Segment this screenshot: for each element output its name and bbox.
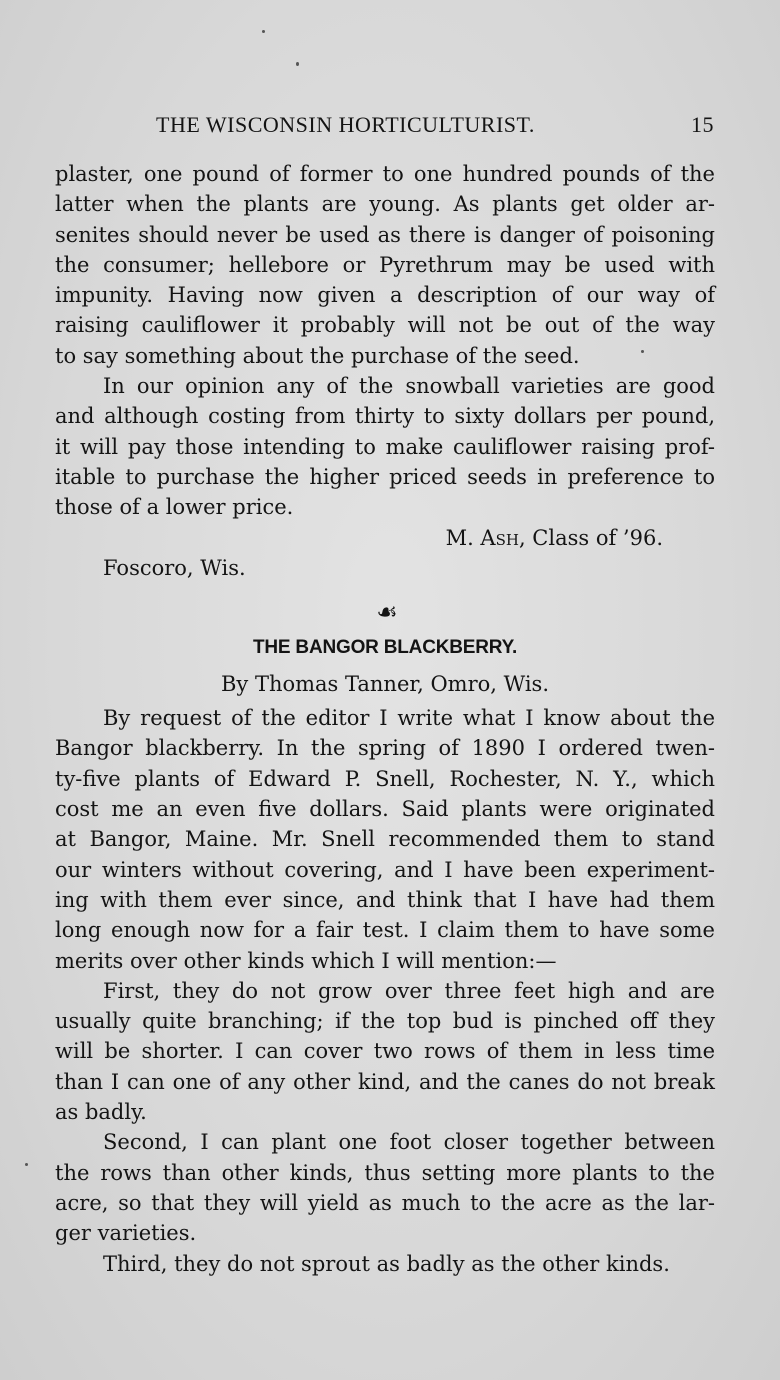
page-header [0,108,780,140]
text-line: senites should never be used as there is danger of poisoning [55,222,715,247]
text-line: impunity. Having now given a description of our way of [55,283,715,308]
text-line: than I can one of any other kind, and the canes do not break [55,1069,715,1094]
signature-class: , Class of ’96. [518,525,663,550]
section-ornament-icon: ☙ [376,598,398,627]
running-title: THE WISCONSIN HORTICULTURIST. [156,112,535,137]
text-line: at Bangor, Maine. Mr. Snell recommended them to stand [55,827,715,852]
text-line: as badly. [55,1100,147,1125]
paragraph-second-merit [55,1127,715,1248]
text-line: and although costing from thirty to sixty dollars per pound, [55,404,715,429]
text-line: the consumer; hellebore or Pyrethrum may be used with [55,252,715,277]
text-line: ty-five plants of Edward P. Snell, Rochester, N. Y., which [55,766,715,791]
paragraph-cauliflower-insects [55,159,715,371]
text-line: acre, so that they will yield as much to the acre as the lar- [55,1190,715,1215]
text-line: First, they do not grow over three feet high and are [103,978,715,1003]
text-line: plaster, one pound of former to one hundred pounds of the [55,162,715,186]
paragraph-introduction [55,703,715,976]
signature-name: Ash [480,525,519,550]
text-line: the rows than other kinds, thus setting more plants to the [55,1160,715,1185]
paragraph-seed-purchase [55,371,715,522]
text-line: By request of the editor I write what I know about the [103,706,715,731]
text-line: ing with them ever since, and think that I have had them [55,887,715,912]
scan-speck [262,30,265,33]
text-line: itable to purchase the higher priced seeds in preference to [55,464,715,489]
text-line: usually quite branching; if the top bud is pinched off they [55,1009,715,1034]
text-line: Third, they do not sprout as badly as the other kinds. [103,1251,670,1276]
text-line: it will pay those intending to make cauliflower raising prof- [55,434,715,459]
text-line: those of a lower price. [55,495,294,520]
text-line: cost me an even five dollars. Said plants were originated [55,797,715,822]
text-line: raising cauliflower it probably will not be out of the way [55,313,715,338]
scan-speck [25,1163,28,1166]
author-place: Foscoro, Wis. [103,555,246,580]
text-line: ger varieties. [55,1221,197,1246]
page-body [55,159,715,1279]
text-line: long enough now for a fair test. I claim them to have some [55,918,715,943]
text-line: merits over other kinds which I will mention:— [55,948,557,973]
signature-initial: M. [445,525,481,550]
scan-speck [641,350,644,353]
text-line: our winters without covering, and I have been experiment- [55,857,715,882]
text-line: will be shorter. I can cover two rows of them in less time [55,1039,715,1064]
paragraph-third-merit [55,1249,715,1279]
text-line: to say something about the purchase of the seed. [55,343,580,368]
author-signature [55,523,715,553]
text-line: Bangor blackberry. In the spring of 1890 I ordered twen- [55,736,715,761]
article-title: THE BANGOR BLACKBERRY. [252,637,518,659]
article-byline: By Thomas Tanner, Omro, Wis. [220,672,550,697]
text-line: latter when the plants are young. As plants get older ar- [55,192,715,217]
text-line: Second, I can plant one foot closer together between [103,1130,715,1155]
text-line: In our opinion any of the snowball varieties are good [103,374,715,399]
page-number: 15 [691,112,714,137]
paragraph-first-merit [55,976,715,1127]
scan-speck [296,62,299,66]
